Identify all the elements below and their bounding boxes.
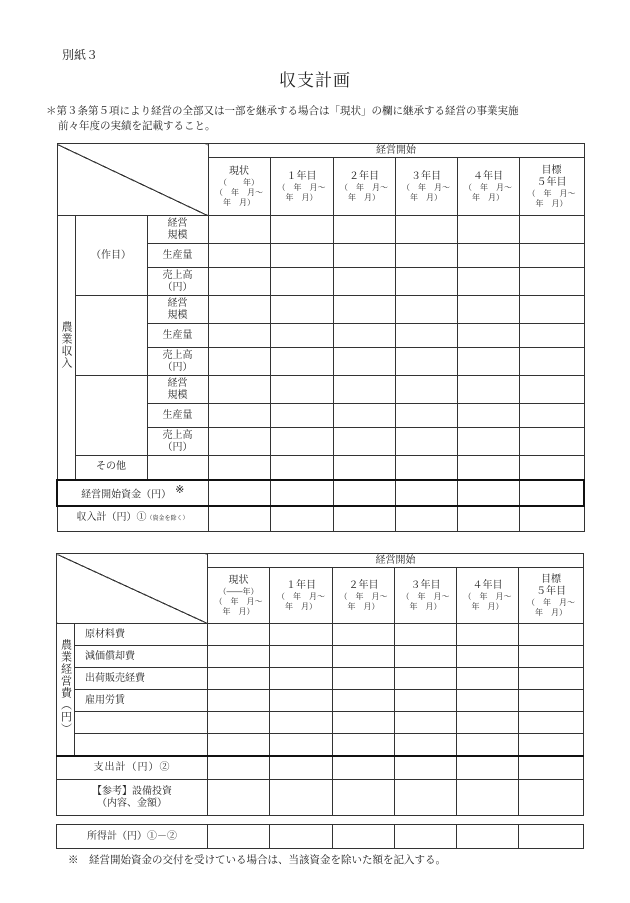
- crop-1-name[interactable]: （作目）: [75, 216, 147, 296]
- cell[interactable]: [270, 480, 333, 506]
- cell[interactable]: [457, 296, 519, 324]
- row-sales-unit: （円）: [162, 441, 193, 453]
- start-funds-mark: ※: [175, 482, 185, 496]
- cell[interactable]: [395, 244, 457, 268]
- crop-3-name[interactable]: [75, 376, 147, 456]
- col-year1-label: １年目: [286, 170, 317, 182]
- cell[interactable]: [270, 825, 333, 849]
- expense-item-blank[interactable]: [75, 712, 208, 734]
- cell[interactable]: [270, 324, 333, 348]
- cell[interactable]: [208, 244, 270, 268]
- col-year2: [333, 568, 395, 624]
- row-production-label: 生産量: [147, 244, 208, 268]
- footnote: ※ 経営開始資金の交付を受けている場合は、当該資金を除いた額を記入する。: [68, 854, 446, 866]
- cell[interactable]: [457, 825, 519, 849]
- cell[interactable]: [457, 756, 519, 780]
- row-scale-text: 経営規模: [167, 297, 188, 321]
- col-year2-from: （ 年 月～: [340, 182, 389, 192]
- cell[interactable]: [395, 376, 457, 404]
- cell[interactable]: [395, 624, 457, 646]
- cell[interactable]: [270, 646, 333, 668]
- row-investment-text: 【参考】設備投資: [92, 785, 172, 797]
- cell[interactable]: [457, 646, 519, 668]
- cell[interactable]: [208, 646, 270, 668]
- cell[interactable]: [457, 734, 519, 756]
- cell[interactable]: [333, 690, 395, 712]
- cell[interactable]: [519, 825, 584, 849]
- cell[interactable]: [333, 668, 395, 690]
- col-current-to: 年 月）: [223, 197, 256, 207]
- cell[interactable]: [457, 404, 519, 428]
- col-current-year: （ 年）: [219, 177, 260, 187]
- cell[interactable]: [519, 734, 584, 756]
- cell[interactable]: [519, 646, 584, 668]
- col-goal-to: 年 月）: [535, 198, 568, 208]
- cell[interactable]: [270, 428, 333, 456]
- cell[interactable]: [457, 780, 519, 816]
- cell[interactable]: [457, 456, 519, 480]
- row-sales-text: 売上高: [162, 269, 193, 281]
- cell[interactable]: [333, 624, 395, 646]
- col-year3-label: ３年目: [410, 579, 441, 591]
- row-income-total-label: [57, 506, 208, 532]
- cell[interactable]: [208, 624, 270, 646]
- col-goal-from: （ 年 月～: [527, 188, 576, 198]
- col-year2: [333, 158, 395, 216]
- expense-table: [56, 553, 584, 816]
- cell[interactable]: [395, 756, 457, 780]
- cell[interactable]: [333, 646, 395, 668]
- cell[interactable]: [395, 404, 457, 428]
- col-year2-label: ２年目: [348, 579, 379, 591]
- expense-item-label: 雇用労賃: [75, 690, 208, 712]
- expense-item-label: 減価償却費: [75, 646, 208, 668]
- cell[interactable]: [519, 348, 584, 376]
- cell[interactable]: [208, 216, 270, 244]
- row-net-income-label: 所得計（円）①－②: [57, 825, 208, 849]
- cell[interactable]: [270, 780, 333, 816]
- cell[interactable]: [208, 756, 270, 780]
- cell[interactable]: [519, 624, 584, 646]
- col-year2-to: 年 月）: [348, 192, 381, 202]
- annex-label: 別紙３: [62, 48, 99, 62]
- row-expense-total-label: 支出計（円）②: [57, 756, 208, 780]
- row-start-funds-label: [57, 480, 208, 506]
- income-table: [56, 143, 585, 532]
- cell[interactable]: [395, 296, 457, 324]
- cell[interactable]: [519, 428, 584, 456]
- col-goal: [519, 568, 584, 624]
- col-year4-from: （ 年 月～: [463, 591, 512, 601]
- cell[interactable]: [333, 734, 395, 756]
- expense-side-label: [57, 624, 75, 756]
- cell[interactable]: [208, 428, 270, 456]
- cell[interactable]: [208, 668, 270, 690]
- col-year3-from: （ 年 月～: [401, 591, 450, 601]
- cell[interactable]: [457, 268, 519, 296]
- cell[interactable]: [270, 268, 333, 296]
- col-year4-label: ４年目: [473, 170, 504, 182]
- col-year4-from: （ 年 月～: [464, 182, 513, 192]
- col-year3: [395, 158, 457, 216]
- cell[interactable]: [270, 668, 333, 690]
- cell[interactable]: [457, 324, 519, 348]
- cell[interactable]: [519, 690, 584, 712]
- cell[interactable]: [208, 268, 270, 296]
- cell[interactable]: [270, 456, 333, 480]
- cell[interactable]: [395, 646, 457, 668]
- cell[interactable]: [395, 825, 457, 849]
- cell[interactable]: [457, 376, 519, 404]
- cell[interactable]: [333, 324, 395, 348]
- cell[interactable]: [270, 756, 333, 780]
- col-year1-to: 年 月）: [285, 192, 318, 202]
- col-year3: [395, 568, 457, 624]
- cell[interactable]: [519, 712, 584, 734]
- cell[interactable]: [208, 734, 270, 756]
- cell[interactable]: [457, 216, 519, 244]
- row-production-label: 生産量: [147, 324, 208, 348]
- cell[interactable]: [333, 348, 395, 376]
- cell[interactable]: [270, 624, 333, 646]
- cell[interactable]: [333, 456, 395, 480]
- instruction-line-2: 前々年度の実績を記載すること。: [58, 120, 216, 132]
- cell[interactable]: [270, 348, 333, 376]
- income-side-text: 農業収入: [60, 321, 73, 370]
- expense-item-label: 原材料費: [75, 624, 208, 646]
- col-goal-label: 目標: [541, 573, 562, 585]
- expense-item-blank[interactable]: [75, 734, 208, 756]
- cell[interactable]: [333, 404, 395, 428]
- row-sales-label: [147, 268, 208, 296]
- cell[interactable]: [519, 480, 584, 506]
- cell[interactable]: [519, 456, 584, 480]
- instruction-note: [46, 104, 606, 134]
- col-current-label: 現状: [228, 574, 249, 586]
- page-title: 収支計画: [279, 71, 351, 91]
- row-scale-label: [147, 216, 208, 244]
- cell[interactable]: [395, 268, 457, 296]
- cell[interactable]: [333, 428, 395, 456]
- net-income-table: [56, 824, 584, 849]
- cell[interactable]: [270, 244, 333, 268]
- cell[interactable]: [333, 376, 395, 404]
- cell[interactable]: [147, 456, 208, 480]
- cell[interactable]: [333, 216, 395, 244]
- cell[interactable]: [208, 376, 270, 404]
- col-goal-from: （ 年 月～: [527, 597, 576, 607]
- col-year1: [270, 568, 333, 624]
- cell[interactable]: [333, 756, 395, 780]
- cell[interactable]: [519, 376, 584, 404]
- row-income-total-text: 収入計（円）①: [76, 512, 147, 524]
- col-year4-label: ４年目: [472, 579, 503, 591]
- expense-side-text: 農業経営費（円）: [59, 639, 73, 736]
- cell[interactable]: [519, 668, 584, 690]
- cell[interactable]: [519, 324, 584, 348]
- cell[interactable]: [208, 690, 270, 712]
- cell[interactable]: [270, 690, 333, 712]
- col-current-to: 年 月）: [222, 606, 255, 616]
- col-year4: [457, 158, 519, 216]
- expense-item-label: 出荷販売経費: [75, 668, 208, 690]
- cell[interactable]: [208, 712, 270, 734]
- cell[interactable]: [270, 216, 333, 244]
- header-diagonal-cell: [57, 144, 208, 216]
- col-current-year: （――年）: [218, 586, 259, 596]
- row-sales-label: [147, 428, 208, 456]
- cell[interactable]: [457, 428, 519, 456]
- col-current-from: （ 年 月～: [215, 187, 264, 197]
- cell[interactable]: [457, 244, 519, 268]
- row-income-total-note: （資金を除く）: [146, 515, 189, 523]
- cell[interactable]: [457, 624, 519, 646]
- col-year1-to: 年 月）: [285, 601, 317, 611]
- cell[interactable]: [519, 216, 584, 244]
- cell[interactable]: [395, 428, 457, 456]
- col-year2-from: （ 年 月～: [339, 591, 388, 601]
- row-scale-label: [147, 376, 208, 404]
- cell[interactable]: [333, 296, 395, 324]
- col-goal: [519, 158, 584, 216]
- col-year3-to: 年 月）: [409, 601, 442, 611]
- cell[interactable]: [395, 712, 457, 734]
- cell[interactable]: [270, 296, 333, 324]
- row-other-label: その他: [75, 456, 147, 480]
- cell[interactable]: [270, 506, 333, 532]
- cell[interactable]: [519, 296, 584, 324]
- col-year1-from: （ 年 月～: [277, 591, 325, 601]
- cell[interactable]: [333, 712, 395, 734]
- cell[interactable]: [208, 324, 270, 348]
- cell[interactable]: [333, 780, 395, 816]
- col-goal-to: 年 月）: [535, 607, 568, 617]
- col-current: [208, 568, 270, 624]
- cell[interactable]: [333, 825, 395, 849]
- col-year3-from: （ 年 月～: [402, 182, 451, 192]
- cell[interactable]: [270, 404, 333, 428]
- col-current-label: 現状: [229, 165, 250, 177]
- cell[interactable]: [333, 480, 395, 506]
- cell[interactable]: [333, 268, 395, 296]
- row-scale-label: [147, 296, 208, 324]
- cell[interactable]: [395, 690, 457, 712]
- col-current-from: （ 年 月～: [214, 596, 263, 606]
- cell[interactable]: [270, 376, 333, 404]
- row-scale-text: 経営規模: [167, 377, 188, 401]
- row-production-label: 生産量: [147, 404, 208, 428]
- instruction-line-1: ＊第３条第５項により経営の全部又は一部を継承する場合は「現状」の欄に継承する経営の事業実施: [46, 105, 519, 117]
- cell[interactable]: [333, 244, 395, 268]
- cell[interactable]: [519, 756, 584, 780]
- cell[interactable]: [208, 296, 270, 324]
- row-sales-unit: （円）: [162, 361, 193, 373]
- row-start-funds-text: 経営開始資金（円）: [81, 489, 172, 501]
- cell[interactable]: [519, 268, 584, 296]
- col-year3-to: 年 月）: [410, 192, 443, 202]
- cell[interactable]: [395, 780, 457, 816]
- cell[interactable]: [208, 456, 270, 480]
- col-year4-to: 年 月）: [472, 192, 505, 202]
- col-year2-label: ２年目: [349, 170, 380, 182]
- header-diagonal-cell: [57, 554, 208, 624]
- row-investment-sub: （内容、金額）: [97, 797, 167, 809]
- row-investment-label: [57, 780, 208, 816]
- cell[interactable]: [395, 668, 457, 690]
- cell[interactable]: [208, 348, 270, 376]
- row-sales-text: 売上高: [162, 429, 193, 441]
- col-goal-year: ５年目: [536, 585, 567, 597]
- col-year1: [270, 158, 333, 216]
- crop-2-name[interactable]: [75, 296, 147, 376]
- cell[interactable]: [333, 506, 395, 532]
- col-year1-label: １年目: [286, 579, 316, 591]
- cell[interactable]: [457, 348, 519, 376]
- col-year3-label: ３年目: [411, 170, 442, 182]
- cell[interactable]: [208, 404, 270, 428]
- cell[interactable]: [519, 244, 584, 268]
- cell[interactable]: [457, 506, 519, 532]
- cell[interactable]: [208, 480, 270, 506]
- cell[interactable]: [395, 734, 457, 756]
- row-scale-text: 経営規模: [167, 217, 188, 241]
- col-current: [208, 158, 270, 216]
- cell[interactable]: [208, 780, 270, 816]
- cell[interactable]: [270, 734, 333, 756]
- income-side-label: [57, 216, 75, 480]
- col-year4: [457, 568, 519, 624]
- row-sales-text: 売上高: [162, 349, 193, 361]
- col-goal-year: ５年目: [536, 176, 567, 188]
- row-sales-label: [147, 348, 208, 376]
- group-header: 経営開始: [208, 144, 584, 158]
- cell[interactable]: [395, 506, 457, 532]
- cell[interactable]: [519, 404, 584, 428]
- row-sales-unit: （円）: [162, 281, 193, 293]
- cell[interactable]: [457, 712, 519, 734]
- cell[interactable]: [395, 348, 457, 376]
- cell[interactable]: [395, 456, 457, 480]
- cell[interactable]: [270, 712, 333, 734]
- group-header: 経営開始: [208, 554, 584, 568]
- cell[interactable]: [457, 690, 519, 712]
- col-goal-label: 目標: [541, 164, 562, 176]
- cell[interactable]: [457, 480, 519, 506]
- cell[interactable]: [395, 480, 457, 506]
- cell[interactable]: [395, 324, 457, 348]
- col-year2-to: 年 月）: [347, 601, 380, 611]
- cell[interactable]: [457, 668, 519, 690]
- col-year4-to: 年 月）: [471, 601, 504, 611]
- cell[interactable]: [208, 825, 270, 849]
- cell[interactable]: [395, 216, 457, 244]
- cell[interactable]: [519, 780, 584, 816]
- cell[interactable]: [208, 506, 270, 532]
- col-year1-from: （ 年 月～: [277, 182, 326, 192]
- cell[interactable]: [519, 506, 584, 532]
